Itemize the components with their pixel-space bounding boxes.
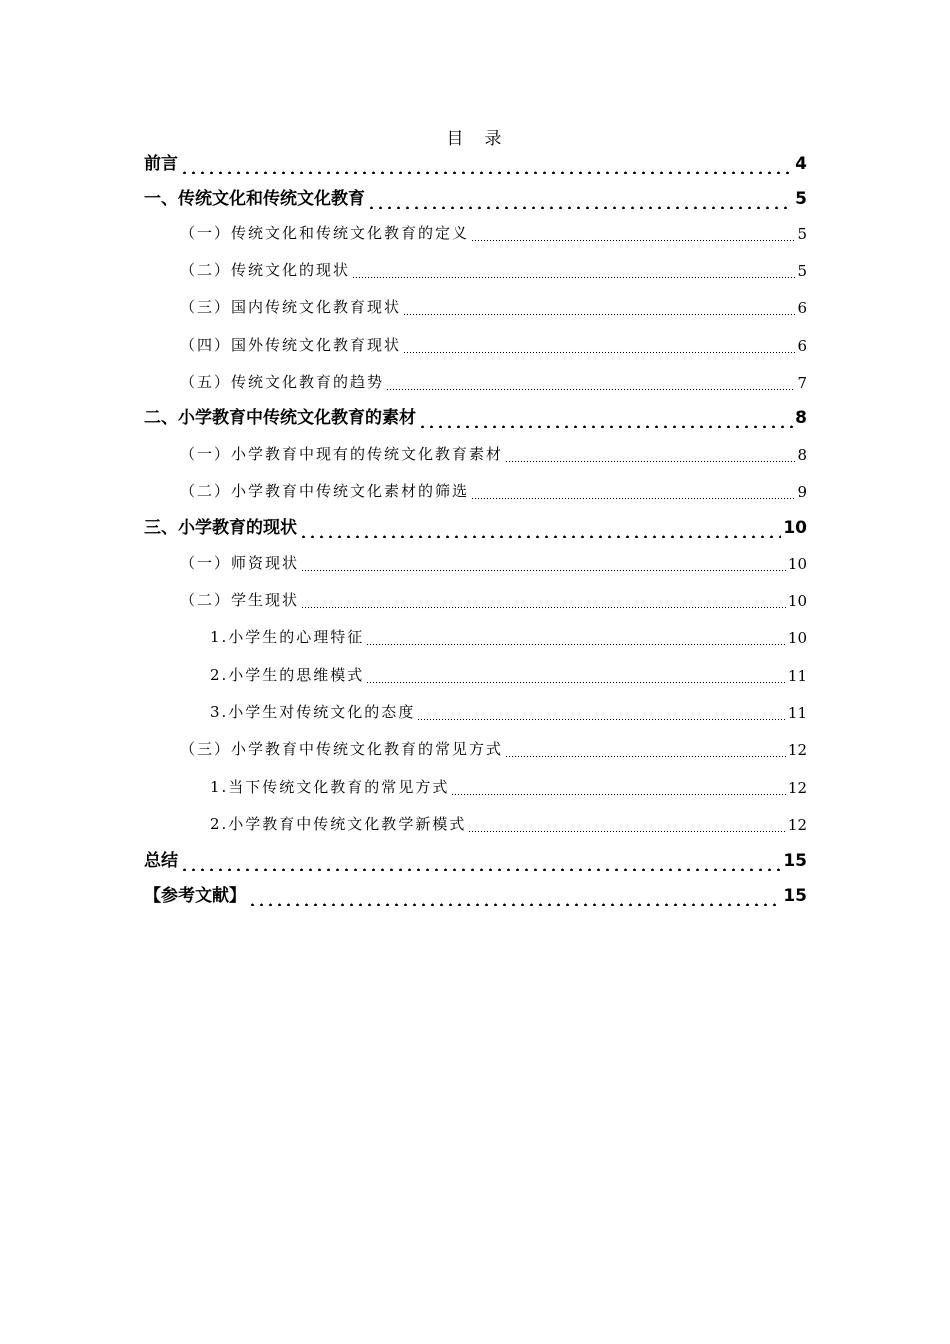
toc-entry-page: 10: [787, 629, 807, 647]
toc-entry[interactable]: [144, 882, 807, 906]
dot-leader: [471, 481, 795, 501]
toc-entry-label: （二）传统文化的现状: [180, 261, 351, 279]
toc-entry-label: （三）小学教育中传统文化教育的常见方式: [180, 740, 504, 758]
dot-leader: [386, 372, 795, 392]
toc-entry-page: 8: [795, 408, 807, 428]
dot-leader: [403, 335, 795, 355]
toc-entry-label: 2.小学生的思维模式: [210, 666, 365, 684]
toc-entry-label: （一）师资现状: [180, 554, 300, 572]
dot-leader: [468, 814, 786, 834]
toc-entry[interactable]: [144, 185, 807, 209]
toc-entry-label: （一）小学教育中现有的传统文化教育素材: [180, 445, 504, 463]
toc-entry-page: 12: [787, 779, 807, 797]
toc-entry-page: 4: [795, 154, 807, 174]
toc-entry-label: （一）传统文化和传统文化教育的定义: [180, 224, 470, 242]
toc-entry-page: 11: [787, 667, 807, 685]
toc-entry[interactable]: [180, 440, 807, 464]
toc-entry[interactable]: [180, 368, 807, 392]
toc-entry[interactable]: [210, 810, 807, 834]
toc-entry-page: 7: [797, 374, 807, 392]
dot-leader: [180, 154, 793, 174]
toc-entry-page: 5: [795, 189, 807, 209]
dot-leader: [366, 627, 786, 647]
toc-entry[interactable]: [180, 293, 807, 317]
dot-leader: [417, 702, 786, 722]
toc-entry-page: 10: [783, 518, 807, 538]
toc-entry[interactable]: [210, 623, 807, 647]
toc-entry-page: 15: [783, 886, 807, 906]
dot-leader: [248, 886, 781, 906]
toc-entry-page: 12: [787, 741, 807, 759]
toc-entry-page: 5: [797, 262, 807, 280]
toc-entry-label: 3.小学生对传统文化的态度: [210, 703, 416, 721]
toc-entry-page: 12: [787, 816, 807, 834]
toc-entry[interactable]: [210, 773, 807, 797]
toc-entry-label: 1.小学生的心理特征: [210, 628, 365, 646]
dot-leader: [301, 590, 786, 610]
dot-leader: [301, 553, 786, 573]
toc-entry-page: 5: [797, 225, 807, 243]
toc-entry[interactable]: [210, 698, 807, 722]
toc-entry-label: 总结: [144, 851, 178, 871]
dot-leader: [505, 739, 786, 759]
toc-title: 目 录: [446, 129, 504, 149]
toc-entry-label: （二）小学教育中传统文化素材的筛选: [180, 482, 470, 500]
dot-leader: [451, 777, 786, 797]
toc-entry-page: 11: [787, 704, 807, 722]
toc-entry[interactable]: [180, 331, 807, 355]
toc-entry-page: 6: [797, 337, 807, 355]
dot-leader: [418, 408, 793, 428]
toc-entry-label: 三、小学教育的现状: [144, 518, 297, 538]
toc-entry-label: （二）学生现状: [180, 591, 300, 609]
toc-entry-page: 15: [783, 851, 807, 871]
toc-entry-page: 8: [797, 446, 807, 464]
toc-entry[interactable]: [180, 735, 807, 759]
dot-leader: [366, 665, 786, 685]
toc-entry[interactable]: [144, 150, 807, 174]
toc-entry-page: 10: [787, 592, 807, 610]
toc-entry[interactable]: [180, 219, 807, 243]
toc-entry[interactable]: [210, 661, 807, 685]
dot-leader: [352, 260, 795, 280]
toc-entry[interactable]: [144, 514, 807, 538]
toc-entry-page: 10: [787, 555, 807, 573]
toc-entry[interactable]: [144, 847, 807, 871]
toc-entry-label: 【参考文献】: [144, 886, 246, 906]
toc-entry[interactable]: [180, 477, 807, 501]
toc-entry[interactable]: [180, 549, 807, 573]
toc-entry[interactable]: [180, 256, 807, 280]
toc-entry-label: （三）国内传统文化教育现状: [180, 298, 402, 316]
dot-leader: [471, 223, 795, 243]
toc-entry-label: 前言: [144, 154, 178, 174]
toc-entry-label: （五）传统文化教育的趋势: [180, 373, 385, 391]
toc-entry-label: （四）国外传统文化教育现状: [180, 336, 402, 354]
toc-entry-page: 9: [797, 483, 807, 501]
toc-entry[interactable]: [180, 586, 807, 610]
toc-entry-label: 2.小学教育中传统文化教学新模式: [210, 815, 467, 833]
dot-leader: [505, 444, 795, 464]
dot-leader: [180, 851, 781, 871]
toc-entry-page: 6: [797, 299, 807, 317]
toc-entry-label: 二、小学教育中传统文化教育的素材: [144, 408, 416, 428]
toc-entry[interactable]: [144, 404, 807, 428]
dot-leader: [299, 518, 781, 538]
dot-leader: [403, 297, 795, 317]
toc-entry-label: 一、传统文化和传统文化教育: [144, 189, 365, 209]
toc-entry-label: 1.当下传统文化教育的常见方式: [210, 778, 450, 796]
dot-leader: [367, 189, 793, 209]
